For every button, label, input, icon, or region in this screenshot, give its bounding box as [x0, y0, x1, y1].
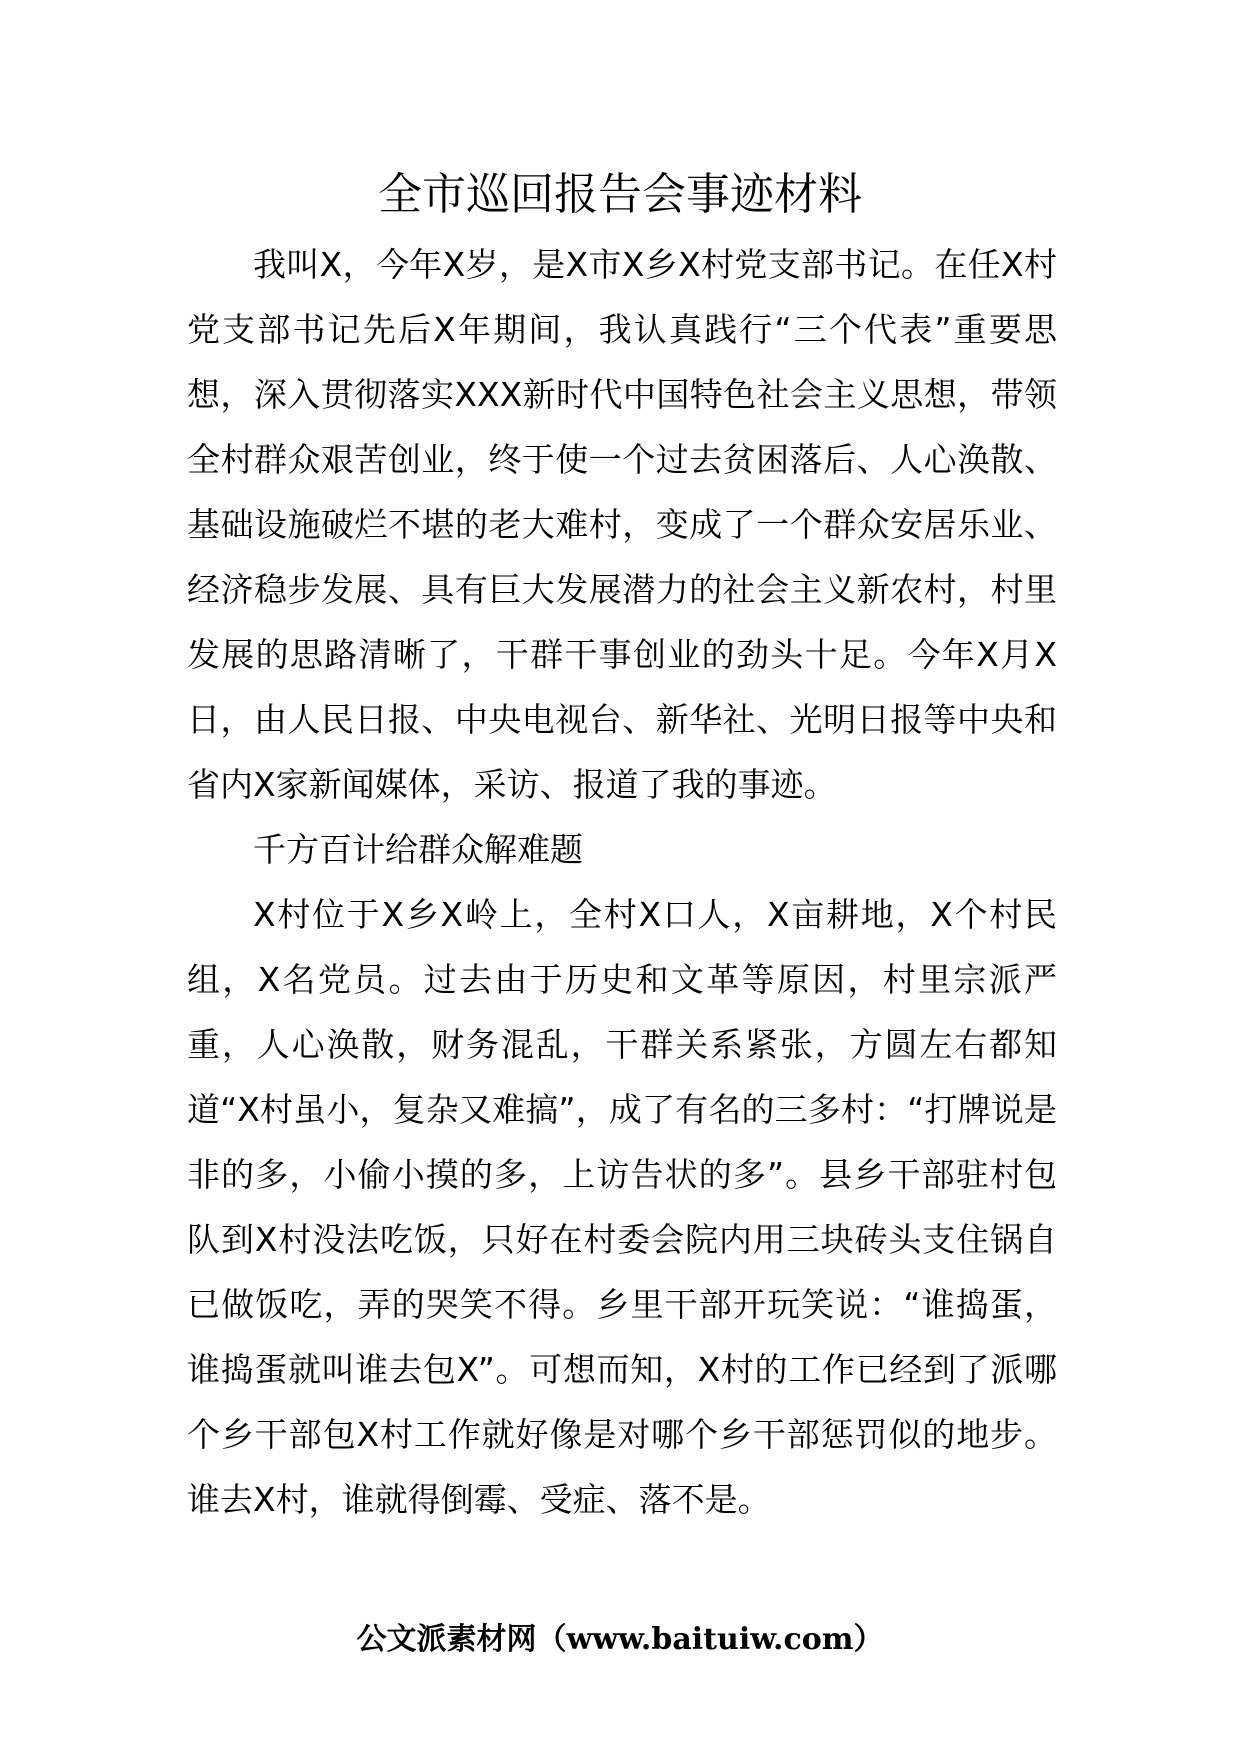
paragraph-intro: 我叫X，今年X岁，是X市X乡X村党支部书记。在任X村党支部书记先后X年期间，我认真践行“三个代表”重要思想，深入贯彻落实XXX新时代中国特色社会主义思想，带领全村群众艰苦创业，终于使一个过去贫困落后、人心涣散、基础设施破烂不堪的老大难村，变成了一个群众安居乐业、经济稳步发展、具有巨大发展潜力的社会主义新农村，村里发展的思路清晰了，干群干事创业的劲头十足。今年X月X日，由人民日报、中央电视台、新华社、光明日报等中央和省内X家新闻媒体，采访、报道了我的事迹。 [187, 245, 1057, 804]
footer-watermark: 公文派素材网（www.baituiw.com） [356, 1622, 884, 1657]
section-heading: 千方百计给群众解难题 [253, 830, 583, 869]
paragraph-village-background: X村位于X乡X岭上，全村X口人，X亩耕地，X个村民组，X名党员。过去由于历史和文革等原因，村里宗派严重，人心涣散，财务混乱，干群关系紧张，方圆左右都知道“X村虽小，复杂又难搞”，成了有名的三多村：“打牌说是非的多，小偷小摸的多，上访告状的多”。县乡干部驻村包队到X村没法吃饭，只好在村委会院内用三块砖头支住锅自已做饭吃，弄的哭笑不得。乡里干部开玩笑说：“谁捣蛋，谁捣蛋就叫谁去包X”。可想而知，X村的工作已经到了派哪个乡干部包X村工作就好像是对哪个乡干部惩罚似的地步。谁去X村，谁就得倒霉、受症、落不是。 [187, 895, 1057, 1519]
document-body [187, 232, 1057, 1532]
document-title: 全市巡回报告会事迹材料 [378, 169, 862, 220]
